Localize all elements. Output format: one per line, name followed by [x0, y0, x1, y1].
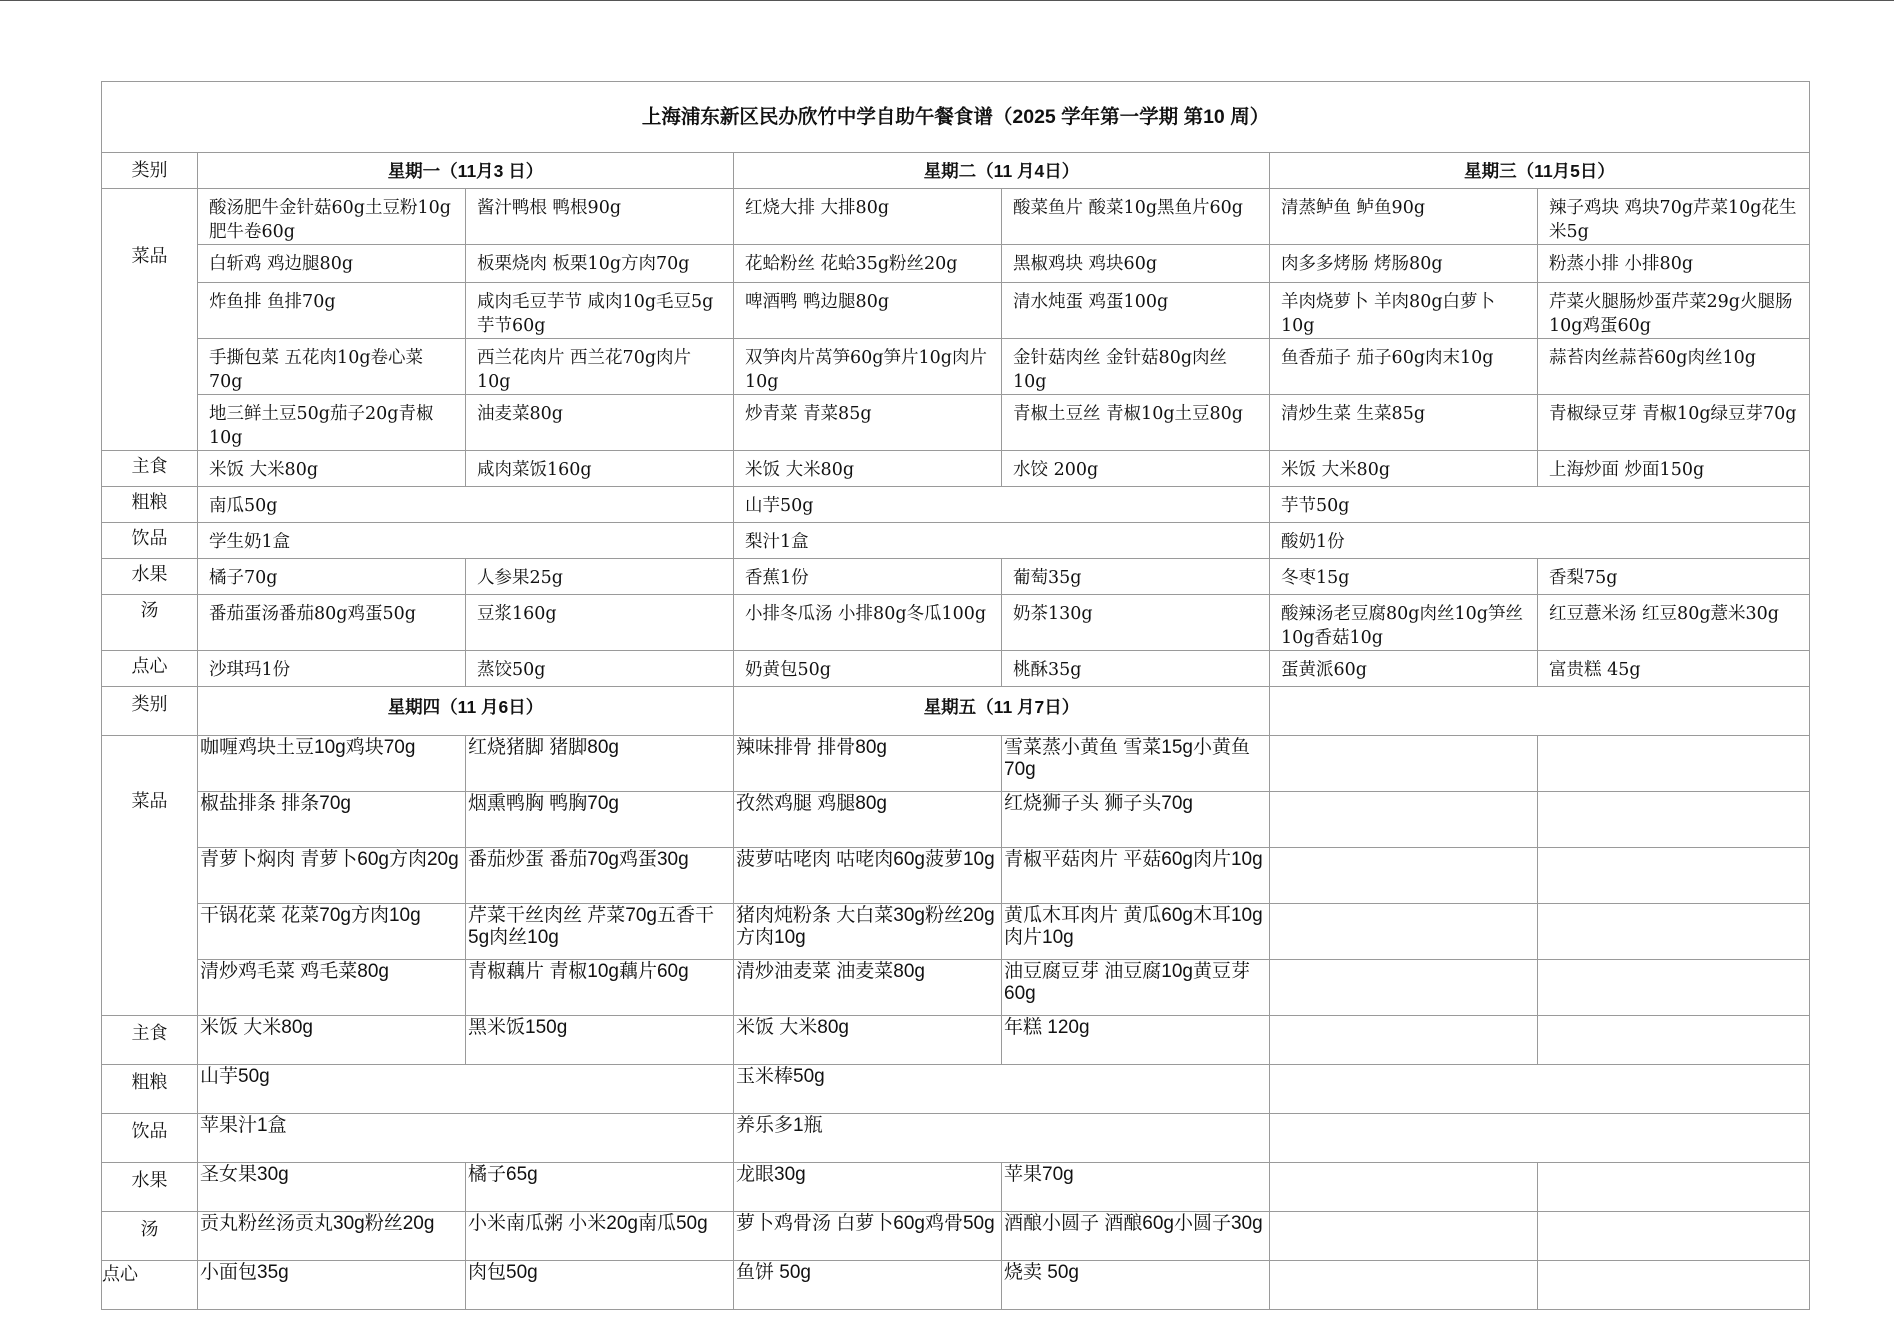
day-header-wednesday: 星期三（11月5日） — [1270, 153, 1810, 189]
empty-cell — [1538, 792, 1810, 848]
empty-cell — [1270, 960, 1538, 1016]
snack-cell: 小面包35g — [198, 1261, 466, 1310]
empty-cell — [1270, 1261, 1538, 1310]
empty-cell — [1538, 904, 1810, 960]
empty-cell — [1538, 1212, 1810, 1261]
dish-cell: 鱼香茄子 茄子60g肉末10g — [1270, 339, 1538, 395]
dish-cell: 油麦菜80g — [466, 395, 734, 451]
snack-cell: 烧卖 50g — [1002, 1261, 1270, 1310]
dish-cell: 烟熏鸭胸 鸭胸70g — [466, 792, 734, 848]
empty-cell — [1270, 1212, 1538, 1261]
empty-cell — [1270, 1065, 1810, 1114]
dish-cell: 青椒绿豆芽 青椒10g绿豆芽70g — [1538, 395, 1810, 451]
dish-cell: 肉多多烤肠 烤肠80g — [1270, 245, 1538, 283]
soup-cell: 小米南瓜粥 小米20g南瓜50g — [466, 1212, 734, 1261]
empty-cell — [1270, 1016, 1538, 1065]
dish-cell: 辣子鸡块 鸡块70g芹菜10g花生米5g — [1538, 189, 1810, 245]
category-fruit: 水果 — [102, 1163, 198, 1212]
lunch-menu-table — [101, 81, 1810, 1310]
drink-cell: 养乐多1瓶 — [734, 1114, 1270, 1163]
dish-cell: 青萝卜焖肉 青萝卜60g方肉20g — [198, 848, 466, 904]
category-fruit: 水果 — [102, 559, 198, 595]
category-snack: 点心 — [102, 1261, 198, 1310]
dish-cell: 芹菜干丝肉丝 芹菜70g五香干5g肉丝10g — [466, 904, 734, 960]
dish-cell: 清炒油麦菜 油麦菜80g — [734, 960, 1002, 1016]
category-drink: 饮品 — [102, 1114, 198, 1163]
day-header-thursday: 星期四（11 月6日） — [198, 687, 734, 736]
soup-cell: 贡丸粉丝汤贡丸30g粉丝20g — [198, 1212, 466, 1261]
dish-cell: 菠萝咕咾肉 咕咾肉60g菠萝10g — [734, 848, 1002, 904]
category-coarse-grain: 粗粮 — [102, 487, 198, 523]
fruit-cell: 冬枣15g — [1270, 559, 1538, 595]
staple-cell: 年糕 120g — [1002, 1016, 1270, 1065]
staple-cell: 咸肉菜饭160g — [466, 451, 734, 487]
day-header-tuesday: 星期二（11 月4日） — [734, 153, 1270, 189]
fruit-cell: 苹果70g — [1002, 1163, 1270, 1212]
snack-cell: 蛋黄派60g — [1270, 651, 1538, 687]
category-snack: 点心 — [102, 651, 198, 687]
snack-cell: 沙琪玛1份 — [198, 651, 466, 687]
soup-cell: 豆浆160g — [466, 595, 734, 651]
dish-cell: 白斩鸡 鸡边腿80g — [198, 245, 466, 283]
dish-cell: 清蒸鲈鱼 鲈鱼90g — [1270, 189, 1538, 245]
dish-cell: 双笋肉片莴笋60g笋片10g肉片10g — [734, 339, 1002, 395]
dish-cell: 芹菜火腿肠炒蛋芹菜29g火腿肠10g鸡蛋60g — [1538, 283, 1810, 339]
staple-cell: 米饭 大米80g — [734, 451, 1002, 487]
dish-cell: 雪菜蒸小黄鱼 雪菜15g小黄鱼70g — [1002, 736, 1270, 792]
dish-cell: 黄瓜木耳肉片 黄瓜60g木耳10g肉片10g — [1002, 904, 1270, 960]
fruit-cell: 圣女果30g — [198, 1163, 466, 1212]
drink-cell: 苹果汁1盒 — [198, 1114, 734, 1163]
category-staple: 主食 — [102, 1016, 198, 1065]
empty-cell — [1270, 1114, 1810, 1163]
dish-cell: 猪肉炖粉条 大白菜30g粉丝20g方肉10g — [734, 904, 1002, 960]
empty-cell — [1270, 904, 1538, 960]
fruit-cell: 人参果25g — [466, 559, 734, 595]
dish-cell: 酸菜鱼片 酸菜10g黑鱼片60g — [1002, 189, 1270, 245]
dish-cell: 咖喱鸡块土豆10g鸡块70g — [198, 736, 466, 792]
snack-cell: 奶黄包50g — [734, 651, 1002, 687]
staple-cell: 米饭 大米80g — [198, 1016, 466, 1065]
day-header-monday: 星期一（11月3 日） — [198, 153, 734, 189]
dish-cell: 蒜苔肉丝蒜苔60g肉丝10g — [1538, 339, 1810, 395]
empty-cell — [1538, 1261, 1810, 1310]
empty-cell — [1270, 1163, 1538, 1212]
dish-cell: 油豆腐豆芽 油豆腐10g黄豆芽60g — [1002, 960, 1270, 1016]
category-header: 类别 — [102, 687, 198, 736]
dish-cell: 板栗烧肉 板栗10g方肉70g — [466, 245, 734, 283]
empty-cell — [1538, 960, 1810, 1016]
soup-cell: 红豆薏米汤 红豆80g薏米30g — [1538, 595, 1810, 651]
dish-cell: 黑椒鸡块 鸡块60g — [1002, 245, 1270, 283]
fruit-cell: 龙眼30g — [734, 1163, 1002, 1212]
dish-cell: 地三鲜土豆50g茄子20g青椒10g — [198, 395, 466, 451]
snack-cell: 肉包50g — [466, 1261, 734, 1310]
category-staple: 主食 — [102, 451, 198, 487]
dish-cell: 羊肉烧萝卜 羊肉80g白萝卜10g — [1270, 283, 1538, 339]
empty-cell — [1270, 848, 1538, 904]
staple-cell: 米饭 大米80g — [1270, 451, 1538, 487]
coarse-grain-cell: 玉米棒50g — [734, 1065, 1270, 1114]
empty-cell — [1538, 1163, 1810, 1212]
empty-cell — [1538, 1016, 1810, 1065]
dish-cell: 啤酒鸭 鸭边腿80g — [734, 283, 1002, 339]
category-coarse-grain: 粗粮 — [102, 1065, 198, 1114]
dish-cell: 花蛤粉丝 花蛤35g粉丝20g — [734, 245, 1002, 283]
drink-cell: 学生奶1盒 — [198, 523, 734, 559]
dish-cell: 辣味排骨 排骨80g — [734, 736, 1002, 792]
dish-cell: 红烧大排 大排80g — [734, 189, 1002, 245]
soup-cell: 小排冬瓜汤 小排80g冬瓜100g — [734, 595, 1002, 651]
dish-cell: 炒青菜 青菜85g — [734, 395, 1002, 451]
category-dishes: 菜品 — [102, 189, 198, 451]
fruit-cell: 橘子70g — [198, 559, 466, 595]
dish-cell: 干锅花菜 花菜70g方肉10g — [198, 904, 466, 960]
dish-cell: 清炒鸡毛菜 鸡毛菜80g — [198, 960, 466, 1016]
dish-cell: 西兰花肉片 西兰花70g肉片10g — [466, 339, 734, 395]
dish-cell: 粉蒸小排 小排80g — [1538, 245, 1810, 283]
soup-cell: 酸辣汤老豆腐80g肉丝10g笋丝10g香菇10g — [1270, 595, 1538, 651]
staple-cell: 上海炒面 炒面150g — [1538, 451, 1810, 487]
empty-cell — [1538, 736, 1810, 792]
empty-cell — [1270, 792, 1538, 848]
staple-cell: 黑米饭150g — [466, 1016, 734, 1065]
dish-cell: 红烧猪脚 猪脚80g — [466, 736, 734, 792]
empty-cell — [1270, 687, 1810, 736]
dish-cell: 番茄炒蛋 番茄70g鸡蛋30g — [466, 848, 734, 904]
dish-cell: 咸肉毛豆芋节 咸肉10g毛豆5g芋节60g — [466, 283, 734, 339]
dish-cell: 红烧狮子头 狮子头70g — [1002, 792, 1270, 848]
dish-cell: 孜然鸡腿 鸡腿80g — [734, 792, 1002, 848]
dish-cell: 炸鱼排 鱼排70g — [198, 283, 466, 339]
category-drink: 饮品 — [102, 523, 198, 559]
empty-cell — [1538, 848, 1810, 904]
coarse-grain-cell: 南瓜50g — [198, 487, 734, 523]
coarse-grain-cell: 山芋50g — [734, 487, 1270, 523]
soup-cell: 番茄蛋汤番茄80g鸡蛋50g — [198, 595, 466, 651]
snack-cell: 蒸饺50g — [466, 651, 734, 687]
snack-cell: 富贵糕 45g — [1538, 651, 1810, 687]
coarse-grain-cell: 山芋50g — [198, 1065, 734, 1114]
snack-cell: 桃酥35g — [1002, 651, 1270, 687]
soup-cell: 酒酿小圆子 酒酿60g小圆子30g — [1002, 1212, 1270, 1261]
staple-cell: 米饭 大米80g — [198, 451, 466, 487]
dish-cell: 青椒藕片 青椒10g藕片60g — [466, 960, 734, 1016]
dish-cell: 青椒平菇肉片 平菇60g肉片10g — [1002, 848, 1270, 904]
dish-cell: 酱汁鸭根 鸭根90g — [466, 189, 734, 245]
dish-cell: 椒盐排条 排条70g — [198, 792, 466, 848]
coarse-grain-cell: 芋节50g — [1270, 487, 1810, 523]
drink-cell: 酸奶1份 — [1270, 523, 1810, 559]
dish-cell: 清水炖蛋 鸡蛋100g — [1002, 283, 1270, 339]
dish-cell: 清炒生菜 生菜85g — [1270, 395, 1538, 451]
category-dishes: 菜品 — [102, 736, 198, 1016]
dish-cell: 手撕包菜 五花肉10g卷心菜70g — [198, 339, 466, 395]
staple-cell: 水饺 200g — [1002, 451, 1270, 487]
fruit-cell: 橘子65g — [466, 1163, 734, 1212]
page-top-border — [0, 0, 1894, 1]
fruit-cell: 香蕉1份 — [734, 559, 1002, 595]
category-header: 类别 — [102, 153, 198, 189]
category-soup: 汤 — [102, 595, 198, 651]
menu-title: 上海浦东新区民办欣竹中学自助午餐食谱（2025 学年第一学期 第10 周） — [102, 82, 1810, 153]
fruit-cell: 香梨75g — [1538, 559, 1810, 595]
category-soup: 汤 — [102, 1212, 198, 1261]
fruit-cell: 葡萄35g — [1002, 559, 1270, 595]
staple-cell: 米饭 大米80g — [734, 1016, 1002, 1065]
snack-cell: 鱼饼 50g — [734, 1261, 1002, 1310]
dish-cell: 酸汤肥牛金针菇60g土豆粉10g肥牛卷60g — [198, 189, 466, 245]
dish-cell: 青椒土豆丝 青椒10g土豆80g — [1002, 395, 1270, 451]
drink-cell: 梨汁1盒 — [734, 523, 1270, 559]
soup-cell: 萝卜鸡骨汤 白萝卜60g鸡骨50g — [734, 1212, 1002, 1261]
empty-cell — [1270, 736, 1538, 792]
day-header-friday: 星期五（11 月7日） — [734, 687, 1270, 736]
soup-cell: 奶茶130g — [1002, 595, 1270, 651]
dish-cell: 金针菇肉丝 金针菇80g肉丝10g — [1002, 339, 1270, 395]
